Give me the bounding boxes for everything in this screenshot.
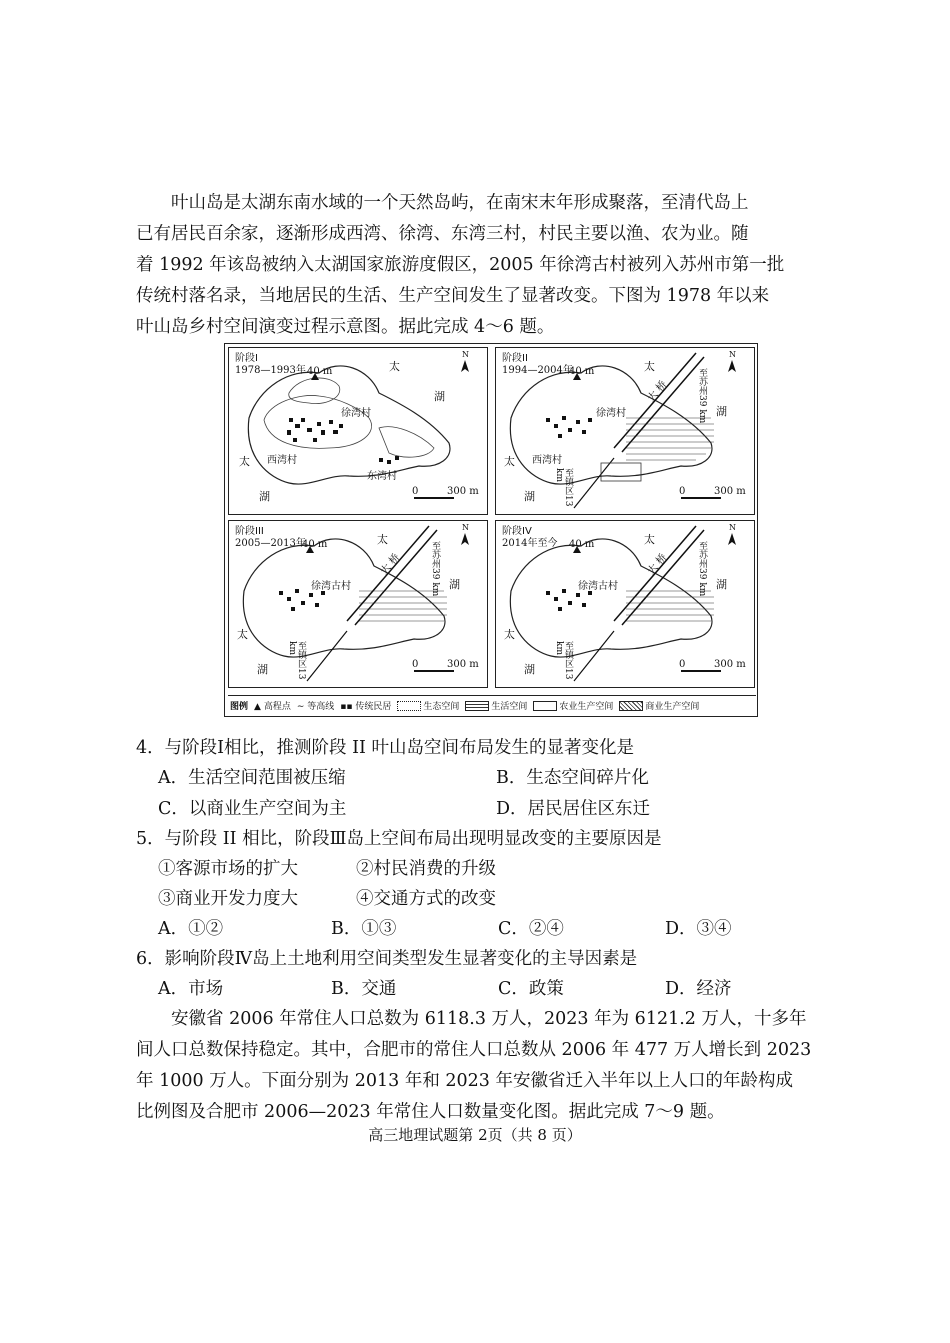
scale-zero: 0 (412, 486, 419, 497)
north-arrow-label: N (462, 523, 469, 532)
lake-label: 湖 (716, 578, 727, 591)
village-label: 徐湾古村 (578, 581, 618, 592)
lake-label: 太 (377, 533, 388, 546)
q6-option-a[interactable]: A．市场 (158, 979, 224, 999)
scale-zero: 0 (412, 659, 419, 670)
page-footer: 高三地理试题第 2页（共 8 页） (368, 1126, 582, 1144)
lake-label: 湖 (449, 578, 460, 591)
scale-zero: 0 (679, 486, 686, 497)
to-suzhou-label: 至苏州39 km (697, 541, 707, 597)
stage-label: 阶段IV (502, 526, 532, 537)
to-town-label: 至镇区13 km (554, 641, 573, 680)
question-5-stem: 5．与阶段 II 相比，阶段Ⅲ岛上空间布局出现明显改变的主要原因是 (136, 829, 662, 849)
lake-label: 太 (644, 360, 655, 373)
scale-label: 300 m (714, 659, 746, 670)
stage-years: 1978—1993年 (235, 365, 306, 376)
west-village-label: 西湾村 (267, 455, 297, 466)
map-stage-4 (495, 520, 755, 688)
q6-option-d[interactable]: D．经济 (665, 979, 732, 999)
north-arrow-label: N (729, 350, 736, 359)
passage-anhui (136, 1004, 826, 1128)
lake-label: 湖 (434, 390, 445, 403)
west-village-label: 西湾村 (532, 455, 562, 466)
map-stage-3 (228, 520, 488, 688)
stage-label: 阶段I (235, 353, 258, 364)
north-arrow-label: N (462, 350, 469, 359)
lake-label: 太 (239, 455, 250, 468)
north-arrow-label: N (729, 523, 736, 532)
q5-statement-2: ②村民消费的升级 (356, 859, 496, 879)
q5-statement-4: ④交通方式的改变 (356, 889, 496, 909)
q6-option-b[interactable]: B．交通 (331, 979, 397, 999)
passage-line: 叶山岛是太湖东南水域的一个天然岛屿，在南宋末年形成聚落，至清代岛上 (171, 193, 749, 213)
scale-label: 300 m (714, 486, 746, 497)
q5-statement-1: ①客源市场的扩大 (158, 859, 298, 879)
village-label: 徐湾古村 (311, 581, 351, 592)
q4-option-d[interactable]: D．居民居住区东迁 (496, 799, 651, 819)
scale-label: 300 m (447, 486, 479, 497)
q5-option-d[interactable]: D．③④ (665, 919, 732, 939)
passage-line: 已有居民百余家，逐渐形成西湾、徐湾、东湾三村，村民主要以渔、农为业。随 (136, 224, 749, 244)
passage-intro (136, 188, 826, 343)
lake-label: 湖 (524, 490, 535, 503)
legend-item: 农业生产空间 (533, 699, 613, 712)
stage-label: 阶段II (502, 353, 528, 364)
stage-years: 2005—2013年 (235, 538, 306, 549)
lake-label: 湖 (716, 405, 727, 418)
legend-item: ∼ 等高线 (296, 701, 335, 712)
lake-label: 太 (237, 628, 248, 641)
lake-label: 太 (504, 455, 515, 468)
elevation-label: 40 m (569, 539, 595, 550)
passage-line: 传统村落名录，当地居民的生活、生产空间发生了显著改变。下图为 1978 年以来 (136, 286, 770, 306)
stage-years: 1994—2004年 (502, 365, 573, 376)
q4-option-a[interactable]: A．生活空间范围被压缩 (158, 768, 346, 788)
q5-option-c[interactable]: C．②④ (498, 919, 564, 939)
to-suzhou-label: 至苏州39 km (430, 541, 440, 597)
lake-label: 太 (504, 628, 515, 641)
to-town-label: 至镇区13 km (287, 641, 306, 680)
bridge-label: 大 桥 (645, 379, 670, 404)
lake-label: 太 (389, 360, 400, 373)
q4-option-b[interactable]: B．生态空间碎片化 (496, 768, 649, 788)
question-6-stem: 6．影响阶段Ⅳ岛上土地利用空间类型发生显著变化的主导因素是 (136, 949, 638, 969)
bridge-label: 大 桥 (378, 552, 403, 577)
island-evolution-figure (224, 343, 758, 717)
q4-option-c[interactable]: C．以商业生产空间为主 (158, 799, 347, 819)
east-village-label: 东湾村 (367, 471, 397, 482)
legend-item: 生态空间 (397, 699, 459, 712)
legend-item: 生活空间 (465, 699, 527, 712)
elevation-label: 40 m (302, 539, 328, 550)
q5-statement-3: ③商业开发力度大 (158, 889, 298, 909)
passage-line: 年 1000 万人。下面分别为 2013 年和 2023 年安徽省迁入半年以上人口的年龄构成 (136, 1071, 793, 1091)
passage-line: 间人口总数保持稳定。其中，合肥市的常住人口总数从 2006 年 477 万人增长到 2023 (136, 1040, 812, 1060)
to-suzhou-label: 至苏州39 km (697, 368, 707, 424)
village-label: 徐湾村 (596, 408, 626, 419)
legend-title: 图例 (230, 701, 249, 712)
passage-line: 安徽省 2006 年常住人口总数为 6118.3 万人，2023 年为 6121.2 万人，十多年 (171, 1009, 807, 1029)
stage-years: 2014年至今 (502, 538, 558, 549)
village-label: 徐湾村 (341, 408, 371, 419)
q5-option-a[interactable]: A．①② (158, 919, 224, 939)
passage-line: 叶山岛乡村空间演变过程示意图。据此完成 4～6 题。 (136, 317, 555, 337)
question-4-stem: 4．与阶段Ⅰ相比，推测阶段 II 叶山岛空间布局发生的显著变化是 (136, 738, 634, 758)
passage-line: 比例图及合肥市 2006—2023 年常住人口数量变化图。据此完成 7～9 题。 (136, 1102, 725, 1122)
figure-legend (228, 695, 756, 714)
scale-zero: 0 (679, 659, 686, 670)
scale-label: 300 m (447, 659, 479, 670)
q5-option-b[interactable]: B．①③ (331, 919, 397, 939)
to-town-label: 至镇区13 km (554, 468, 573, 507)
passage-line: 着 1992 年该岛被纳入太湖国家旅游度假区，2005 年徐湾古村被列入苏州市第一批 (136, 255, 785, 275)
elevation-label: 40 m (307, 366, 333, 377)
q6-option-c[interactable]: C．政策 (498, 979, 564, 999)
legend-item: 商业生产空间 (619, 699, 699, 712)
lake-label: 湖 (257, 663, 268, 676)
bridge-label: 大 桥 (645, 552, 670, 577)
lake-label: 太 (644, 533, 655, 546)
legend-item: ▪▪ 传统民居 (340, 701, 392, 712)
lake-label: 湖 (259, 490, 270, 503)
map-stage-1 (228, 347, 488, 515)
legend-item: ▲ 高程点 (254, 701, 291, 712)
lake-label: 湖 (524, 663, 535, 676)
elevation-label: 40 m (569, 366, 595, 377)
map-stage-2 (495, 347, 755, 515)
stage-label: 阶段III (235, 526, 264, 537)
